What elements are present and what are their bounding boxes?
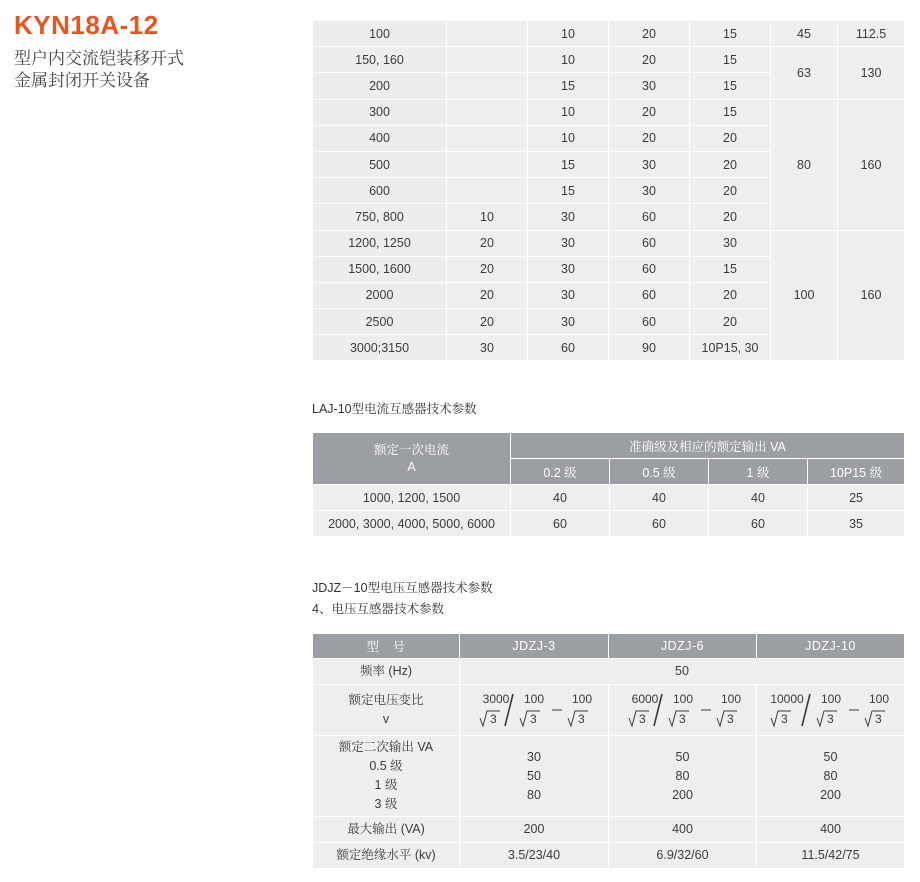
table-cell (460, 736, 609, 817)
table-cell (447, 178, 528, 204)
table-cell (447, 99, 528, 125)
voltage-ratio-formula (767, 690, 895, 730)
root-value: 3 (874, 712, 882, 726)
table-cell: 20 (447, 282, 528, 308)
primary-current-header (313, 433, 511, 485)
table-cell: 20 (690, 309, 771, 335)
table-cell: 30 (528, 230, 609, 256)
table-cell: 500 (313, 151, 447, 177)
column-header: 0.5 级 (610, 459, 709, 485)
ct-ratio-table (312, 20, 905, 361)
table-cell: 15 (690, 256, 771, 282)
row-label: 频率 (Hz) (313, 659, 460, 685)
table-cell: 3.5/23/40 (460, 843, 609, 869)
table-row (313, 99, 905, 125)
root-value: 3 (578, 712, 585, 726)
root-value: 3 (638, 712, 646, 726)
table-cell: 20 (609, 99, 690, 125)
ratio-tertiary: 100 (571, 692, 593, 706)
table-cell: 60 (511, 511, 610, 537)
table-cell: 60 (709, 511, 808, 537)
table-cell: 25 (808, 485, 905, 511)
table-cell: 20 (690, 204, 771, 230)
table-cell: 30 (528, 309, 609, 335)
output-value: 80 (823, 768, 838, 783)
table-cell: 20 (609, 125, 690, 151)
table-cell (447, 151, 528, 177)
jdjz-table-caption: JDJZ－10型电压互感器技术参数 (312, 581, 493, 595)
table-cell: 10 (447, 204, 528, 230)
table-cell: 15 (528, 151, 609, 177)
model-header: 型 号 (313, 634, 460, 659)
table-cell: 130 (838, 47, 905, 99)
table-cell: 600 (313, 178, 447, 204)
root-value: 3 (530, 712, 537, 726)
root-value: 3 (726, 712, 734, 726)
table-cell: 400 (757, 817, 905, 843)
table-cell: 20 (609, 21, 690, 47)
row-label: 最大输出 (VA) (313, 817, 460, 843)
table-cell: 30 (528, 256, 609, 282)
primary-current-unit: A (407, 459, 416, 474)
table-cell: 150, 160 (313, 47, 447, 73)
column-header: JDZJ-10 (757, 634, 905, 659)
table-cell: 50 (460, 659, 905, 685)
page-subtitle: 型户内交流铠装移开式金属封闭开关设备 (14, 49, 184, 90)
table-cell: 400 (609, 817, 757, 843)
output-value: 30 (527, 749, 541, 764)
class-label: 1 级 (374, 778, 398, 792)
table-cell: 15 (690, 99, 771, 125)
vt-section-heading: 4、电压互感器技术参数 (312, 602, 444, 616)
table-cell: 1500, 1600 (313, 256, 447, 282)
table-cell: 10 (528, 21, 609, 47)
table-cell: 80 (771, 99, 838, 230)
table-cell: 40 (709, 485, 808, 511)
column-header: 10P15 级 (808, 459, 905, 485)
voltage-ratio-formula (472, 690, 596, 730)
table-cell: 60 (528, 335, 609, 361)
ratio-label: 额定电压变比 (348, 693, 424, 707)
table-cell (609, 736, 757, 817)
table-cell: 30 (528, 282, 609, 308)
table-cell: 10 (528, 47, 609, 73)
root-value: 3 (678, 712, 686, 726)
table-cell (757, 736, 905, 817)
table-cell: 160 (838, 99, 905, 230)
output-value: 50 (823, 749, 838, 764)
page-title: KYN18A-12 (14, 10, 159, 40)
table-cell (447, 21, 528, 47)
primary-current-label: 额定一次电流 (373, 442, 449, 457)
column-header: JDZJ-6 (609, 634, 757, 659)
column-header: 0.2 级 (511, 459, 610, 485)
vt-table (312, 633, 905, 869)
table-cell: 200 (313, 73, 447, 99)
table-cell: 2000 (313, 282, 447, 308)
table-cell (609, 685, 757, 736)
table-cell: 60 (609, 256, 690, 282)
accuracy-group-header: 准确级及相应的额定输出 VA (511, 433, 905, 459)
table-cell: 30 (609, 151, 690, 177)
table-header-row (313, 433, 905, 459)
table-row (313, 736, 905, 817)
table-cell: 20 (447, 230, 528, 256)
table-header-row (313, 634, 905, 659)
table-cell: 2500 (313, 309, 447, 335)
table-cell: 45 (771, 21, 838, 47)
table-cell (460, 685, 609, 736)
table-cell: 15 (690, 47, 771, 73)
table-cell: 15 (528, 73, 609, 99)
table-row (313, 21, 905, 47)
ratio-tertiary: 100 (720, 692, 741, 706)
table-cell: 15 (528, 178, 609, 204)
table-cell: 300 (313, 99, 447, 125)
table-cell (757, 685, 905, 736)
table-cell: 20 (690, 178, 771, 204)
table-cell: 1000, 1200, 1500 (313, 485, 511, 511)
class-label: 0.5 级 (369, 759, 403, 773)
table-cell: 30 (447, 335, 528, 361)
table-cell: 1200, 1250 (313, 230, 447, 256)
table-cell: 60 (609, 282, 690, 308)
laj-ct-table (312, 432, 905, 537)
table-cell: 60 (609, 230, 690, 256)
output-value: 50 (675, 749, 690, 764)
table-row (313, 817, 905, 843)
table-cell: 15 (690, 21, 771, 47)
table-cell: 3000;3150 (313, 335, 447, 361)
table-cell: 112.5 (838, 21, 905, 47)
table-cell: 20 (609, 47, 690, 73)
root-value: 3 (490, 712, 497, 726)
table-cell: 400 (313, 125, 447, 151)
table-cell: 20 (690, 282, 771, 308)
output-value: 200 (820, 787, 841, 802)
column-header: 1 级 (709, 459, 808, 485)
table-cell: 30 (609, 73, 690, 99)
table-row (313, 230, 905, 256)
ratio-tertiary: 100 (868, 692, 889, 706)
table-cell: 11.5/42/75 (757, 843, 905, 869)
row-label (313, 736, 460, 817)
row-label (313, 685, 460, 736)
table-row (313, 485, 905, 511)
ratio-secondary: 100 (672, 692, 693, 706)
table-cell: 30 (528, 204, 609, 230)
class-label: 3 级 (374, 797, 398, 811)
table-cell: 20 (690, 125, 771, 151)
laj-table-caption: LAJ-10型电流互感器技术参数 (312, 402, 477, 416)
row-label: 额定绝缘水平 (kv) (313, 843, 460, 869)
ratio-numerator: 6000 (631, 692, 658, 706)
ratio-numerator: 3000 (482, 692, 510, 706)
table-row (313, 511, 905, 537)
table-row (313, 843, 905, 869)
table-cell: 20 (690, 151, 771, 177)
output-label: 额定二次输出 VA (338, 740, 434, 754)
output-value: 80 (675, 768, 690, 783)
table-cell: 100 (313, 21, 447, 47)
table-cell: 40 (511, 485, 610, 511)
table-row (313, 47, 905, 73)
table-cell: 60 (610, 511, 709, 537)
table-cell: 100 (771, 230, 838, 361)
voltage-ratio-formula (621, 690, 745, 730)
table-cell: 15 (690, 73, 771, 99)
table-cell: 10P15, 30 (690, 335, 771, 361)
output-value: 80 (527, 787, 541, 802)
column-header: JDZJ-3 (460, 634, 609, 659)
output-value: 200 (672, 787, 693, 802)
table-cell: 35 (808, 511, 905, 537)
table-cell: 20 (447, 256, 528, 282)
ratio-secondary: 100 (820, 692, 841, 706)
table-cell (447, 47, 528, 73)
table-cell: 200 (460, 817, 609, 843)
ratio-secondary: 100 (523, 692, 545, 706)
table-cell: 20 (447, 309, 528, 335)
table-cell (447, 125, 528, 151)
table-row (313, 685, 905, 736)
ratio-numerator: 10000 (769, 692, 804, 706)
table-cell: 160 (838, 230, 905, 361)
table-cell: 63 (771, 47, 838, 99)
table-cell: 90 (609, 335, 690, 361)
table-cell: 60 (609, 204, 690, 230)
output-value: 50 (527, 768, 541, 783)
table-cell: 6.9/32/60 (609, 843, 757, 869)
table-cell: 750, 800 (313, 204, 447, 230)
table-cell: 40 (610, 485, 709, 511)
table-row (313, 659, 905, 685)
table-cell: 60 (609, 309, 690, 335)
table-cell: 30 (609, 178, 690, 204)
root-value: 3 (780, 712, 788, 726)
table-cell: 10 (528, 99, 609, 125)
table-cell (447, 73, 528, 99)
table-cell: 10 (528, 125, 609, 151)
ratio-unit: v (382, 712, 390, 726)
table-cell: 2000, 3000, 4000, 5000, 6000 (313, 511, 511, 537)
table-cell: 30 (690, 230, 771, 256)
root-value: 3 (826, 712, 834, 726)
